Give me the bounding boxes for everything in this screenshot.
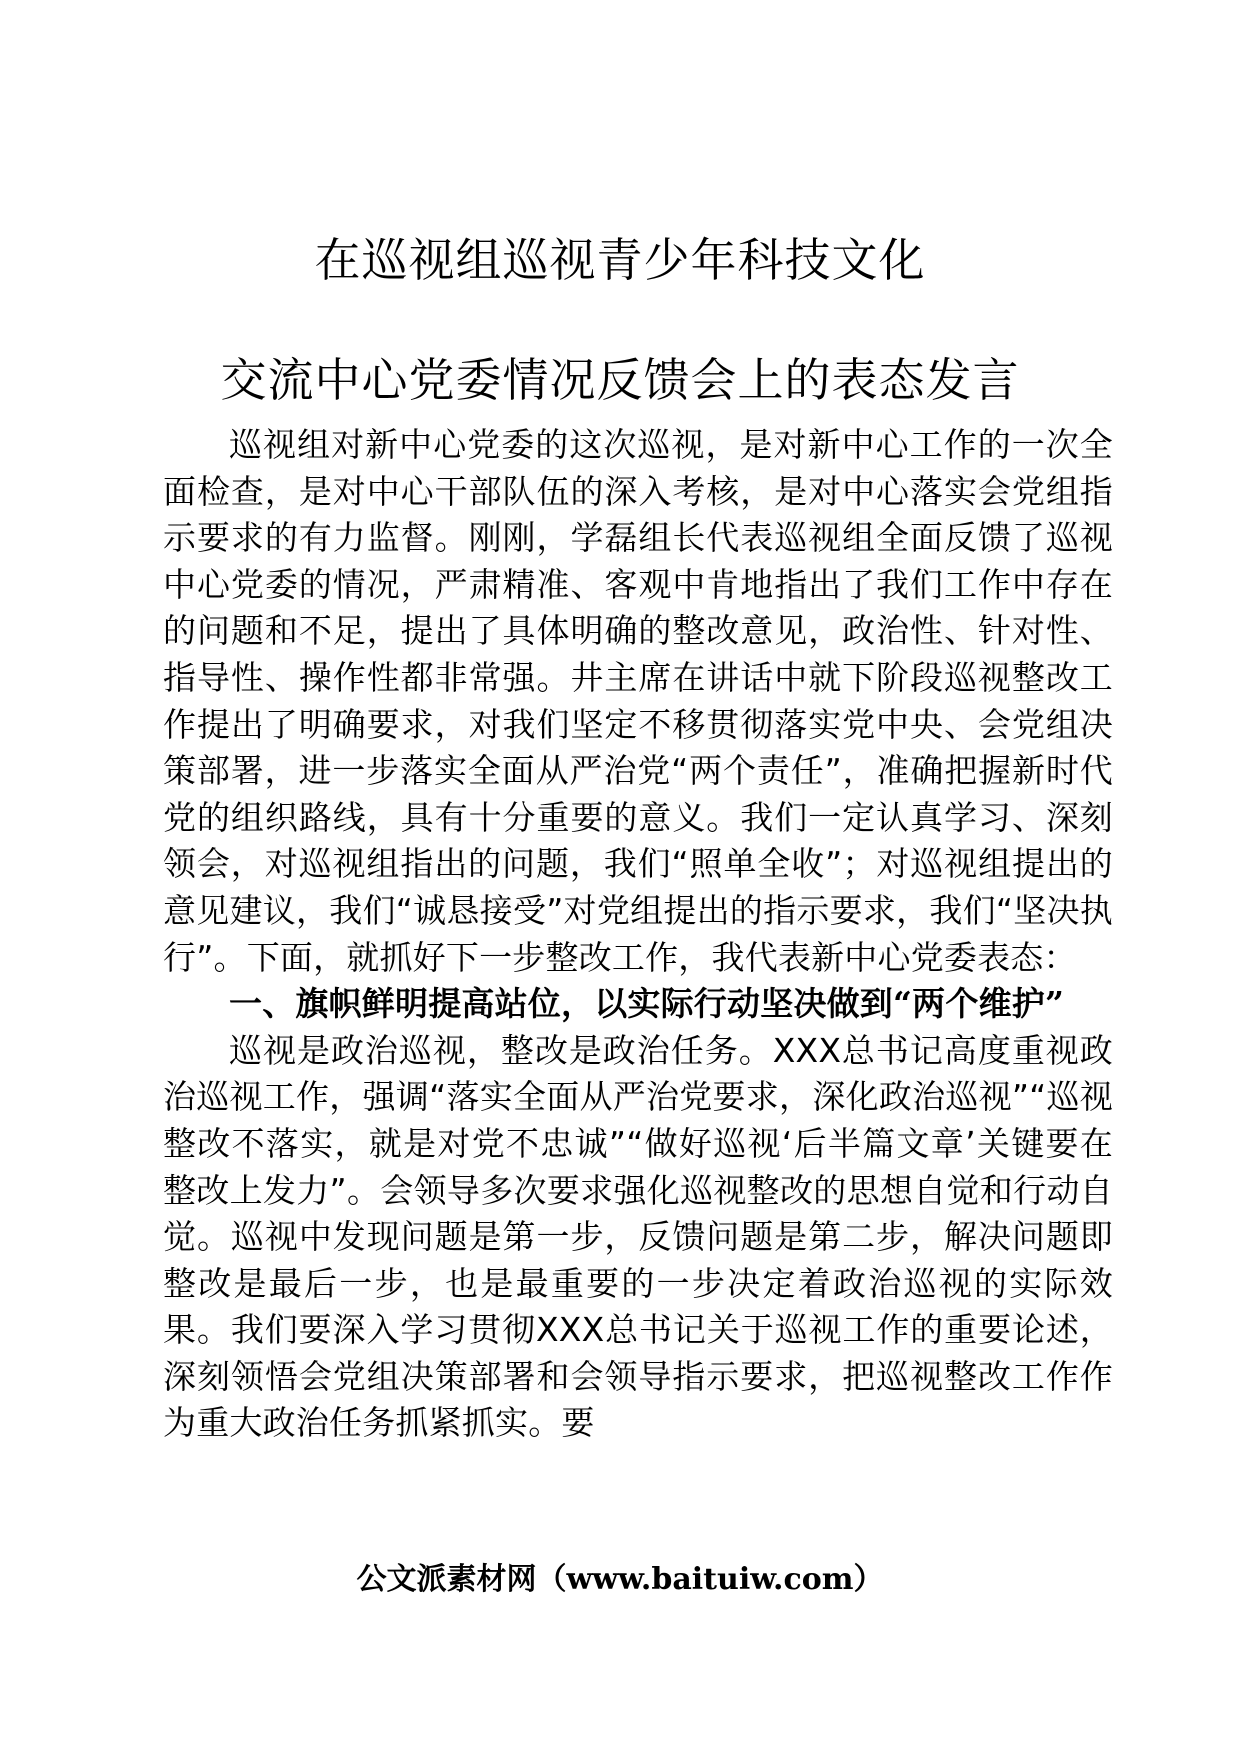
document-title-line-2: 交流中心党委情况反馈会上的表态发言 bbox=[220, 353, 1020, 407]
footer-watermark: 公文派素材网（www.baituiw.com） bbox=[356, 1562, 884, 1597]
body-paragraph: 巡视组对新中心党委的这次巡视，是对新中心工作的一次全面检查，是对中心干部队伍的深入考核，是对中心落实会党组指示要求的有力监督。刚刚，学磊组长代表巡视组全面反馈了巡视中心党委的情况，严肃精准、客观中肯地指出了我们工作中存在的问题和不足，提出了具体明确的整改意见，政治性、针对性、指导性、操作性都非常强。井主席在讲话中就下阶段巡视整改工作提出了明确要求，对我们坚定不移贯彻落实党中央、会党组决策部署，进一步落实全面从严治党“两个责任”，准确把握新时代党的组织路线，具有十分重要的意义。我们一定认真学习、深刻领会，对巡视组指出的问题，我们“照单全收”；对巡视组提出的意见建议，我们“诚恳接受”对党组提出的指示要求，我们“坚决执行”。下面，就抓好下一步整改工作，我代表新中心党委表态： bbox=[163, 425, 1113, 977]
body-paragraph: 巡视是政治巡视，整改是政治任务。XXX总书记高度重视政治巡视工作，强调“落实全面从严治党要求，深化政治巡视”“巡视整改不落实，就是对党不忠诚”“做好巡视‘后半篇文章’关键要在整改上发力”。会领导多次要求强化巡视整改的思想自觉和行动自觉。巡视中发现问题是第一步，反馈问题是第二步，解决问题即整改是最后一步，也是最重要的一步决定着政治巡视的实际效果。我们要深入学习贯彻XXX总书记关于巡视工作的重要论述，深刻领悟会党组决策部署和会领导指示要求，把巡视整改工作作为重大政治任务抓紧抓实。要 bbox=[163, 1030, 1113, 1443]
document-title-line-1: 在巡视组巡视青少年科技文化 bbox=[314, 233, 926, 287]
document-body bbox=[163, 422, 1113, 1447]
section-heading: 一、旗帜鲜明提高站位，以实际行动坚决做到“两个维护” bbox=[229, 984, 1065, 1024]
